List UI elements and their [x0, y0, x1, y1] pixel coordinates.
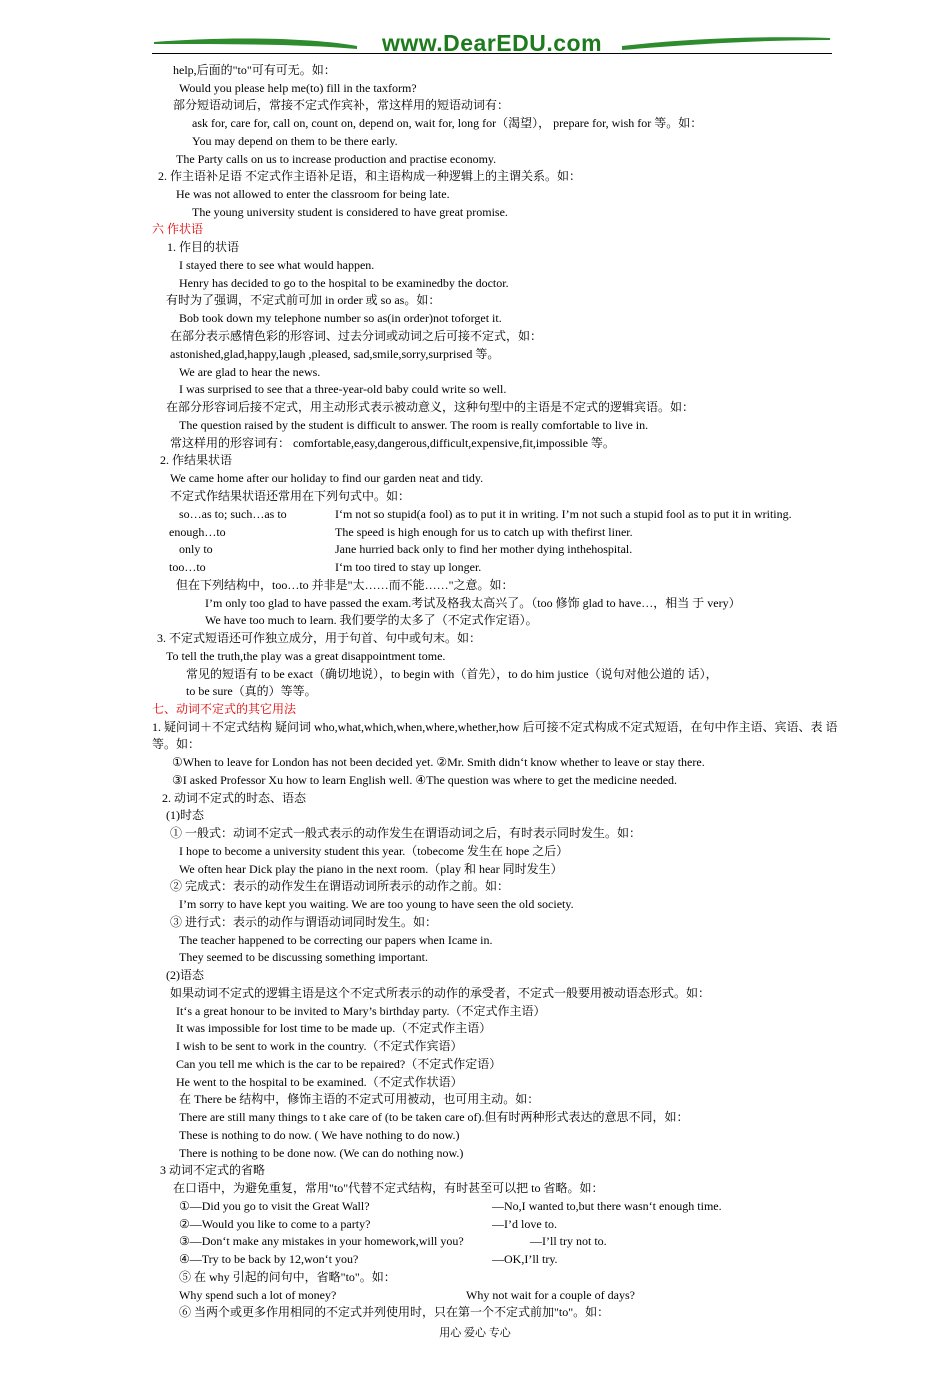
- subheading: 1. 作目的状语: [167, 240, 240, 254]
- text-line: ⑥ 当两个或更多作用相同的不定式并列使用时，只在第一个不定式前加"to"。如：: [179, 1305, 610, 1319]
- section-heading: 六 作状语: [152, 222, 204, 236]
- text-line: 在部分表示感情色彩的形容词、过去分词或动词之后可接不定式，如：: [170, 329, 543, 343]
- text-line: Would you please help me(to) fill in the taxform?: [179, 81, 417, 95]
- text-line: We have too much to learn. 我们要学的太多了（不定式作定语）。: [205, 613, 538, 627]
- subheading: 3 动词不定式的省略: [160, 1163, 266, 1177]
- text-line: 常这样用的形容词有： comfortable,easy,dangerous,difficult,expensive,fit,impossible 等。: [170, 436, 615, 450]
- text-line: 但在下列结构中，too…to 并非是"太……而不能……"之意。如：: [176, 578, 514, 592]
- text-line: It‘s a great honour to be invited to Mary’s birthday party.（不定式作主语）: [176, 1004, 546, 1018]
- pattern-label: too…to: [169, 560, 206, 574]
- text-line: We came home after our holiday to find our garden neat and tidy.: [170, 471, 484, 485]
- text-line: It was impossible for lost time to be made up.（不定式作主语）: [176, 1021, 492, 1035]
- text-line: The question raised by the student is difficult to answer. The room is really comfortable to live in.: [179, 418, 649, 432]
- text-line: 如果动词不定式的逻辑主语是这个不定式所表示的动作的承受者，不定式一般要用被动语态形式。如：: [170, 986, 711, 1000]
- text-line: ③ 进行式：表示的动作与谓语动词同时发生。如：: [170, 915, 438, 929]
- text-line: ② 完成式：表示的动作发生在谓语动词所表示的动作之前。如：: [170, 879, 510, 893]
- dialog-answer: —I’d love to.: [492, 1217, 557, 1231]
- text-line: 在部分形容词后接不定式，用主动形式表示被动意义，这种句型中的主语是不定式的逻辑宾语。如：: [166, 400, 695, 414]
- text-line: help,后面的"to"可有可无。如：: [173, 63, 336, 77]
- text-line: There is nothing to be done now. (We can do nothing now.): [179, 1146, 464, 1160]
- text-line: ⑤ 在 why 引起的问句中，省略"to"。如：: [179, 1270, 396, 1284]
- text-line: The young university student is considered to have great promise.: [192, 205, 508, 219]
- text-line: 2. 作主语补足语 不定式作主语补足语，和主语构成一种逻辑上的主谓关系。如：: [158, 169, 582, 183]
- text-line: We often hear Dick play the piano in the next room.（play 和 hear 同时发生）: [179, 862, 563, 876]
- dialog-question: ①—Did you go to visit the Great Wall?: [179, 1199, 370, 1213]
- text-line: To tell the truth,the play was a great disappointment tome.: [166, 649, 446, 663]
- dialog-question: ②—Would you like to come to a party?: [179, 1217, 371, 1231]
- text-line: to be sure（真的）等等。: [186, 684, 317, 698]
- text-line: He went to the hospital to be examined.（不定式作状语）: [176, 1075, 463, 1089]
- header-rule: [152, 53, 832, 54]
- text-line: ask for, care for, call on, count on, depend on, wait for, long for（渴望）， prepare for, wish for 等。如：: [192, 116, 703, 130]
- text-line: ①When to leave for London has not been decided yet. ②Mr. Smith didn‘t know whether to leave or stay there.: [172, 755, 705, 769]
- pattern-label: only to: [179, 542, 213, 556]
- pattern-label: enough…to: [169, 525, 226, 539]
- text-line: Why not wait for a couple of days?: [466, 1288, 635, 1302]
- text-line: He was not allowed to enter the classroom for being late.: [176, 187, 450, 201]
- text-line: They seemed to be discussing something important.: [179, 950, 428, 964]
- text-line: I hope to become a university student this year.（tobecome 发生在 hope 之后）: [179, 844, 569, 858]
- text-line: Why spend such a lot of money?: [179, 1288, 337, 1302]
- subheading: (2)语态: [166, 968, 204, 982]
- page-footer: 用心 爱心 专心: [439, 1327, 511, 1339]
- dialog-question: ③—Don‘t make any mistakes in your homework,will you?: [179, 1234, 464, 1248]
- text-line: 不定式作结果状语还常用在下列句式中。如：: [170, 489, 411, 503]
- text-line: There are still many things to t ake care of (to be taken care of).但有时两种形式表达的意思不同，如：: [179, 1110, 689, 1124]
- text-line: 有时为了强调，不定式前可加 in order 或 so as。如：: [166, 293, 441, 307]
- text-line: 在口语中，为避免重复，常用"to"代替不定式结构，有时甚至可以把 to 省略。如：: [173, 1181, 604, 1195]
- pattern-example: The speed is high enough for us to catch up with thefirst liner.: [335, 525, 633, 539]
- subheading: 2. 作结果状语: [160, 453, 233, 467]
- dialog-question: ④—Try to be back by 12,won‘t you?: [179, 1252, 359, 1266]
- text-line: These is nothing to do now. ( We have nothing to do now.): [179, 1128, 460, 1142]
- text-line: The Party calls on us to increase production and practise economy.: [176, 152, 497, 166]
- pattern-example: I‘m too tired to stay up longer.: [335, 560, 482, 574]
- pattern-label: so…as to; such…as to: [179, 507, 287, 521]
- site-logo: www.DearEDU.com: [381, 30, 603, 56]
- text-line: ① 一般式：动词不定式一般式表示的动作发生在谓语动词之后，有时表示同时发生。如：: [170, 826, 642, 840]
- pattern-example: I‘m not so stupid(a fool) as to put it in writing. I’m not such a stupid fool as to put it in writing.: [335, 507, 792, 521]
- subheading: 2. 动词不定式的时态、语态: [162, 791, 307, 805]
- text-line: I was surprised to see that a three-year-old baby could write so well.: [179, 382, 507, 396]
- pattern-example: Jane hurried back only to find her mother dying inthehospital.: [335, 542, 633, 556]
- text-line: 常见的短语有 to be exact（确切地说），to begin with（首先），to do him justice（说句对他公道的 话），: [186, 667, 718, 681]
- dialog-answer: —OK,I’ll try.: [492, 1252, 558, 1266]
- text-line: ③I asked Professor Xu how to learn English well. ④The question was where to get the medicine needed.: [172, 773, 678, 787]
- text-line: 3. 不定式短语还可作独立成分，用于句首、句中或句末。如：: [157, 631, 482, 645]
- text-paragraph: 1. 疑问词＋不定式结构 疑问词 who,what,which,when,where,whether,how 后可接不定式构成不定式短语，在句中作主语、宾语、表 语等。如：: [152, 720, 838, 751]
- text-line: I wish to be sent to work in the country.（不定式作宾语）: [176, 1039, 463, 1053]
- text-line: I’m sorry to have kept you waiting. We are too young to have seen the old society.: [179, 897, 574, 911]
- text-line: Henry has decided to go to the hospital to be examinedby the doctor.: [179, 276, 509, 290]
- text-line: The teacher happened to be correcting our papers when Icame in.: [179, 933, 493, 947]
- dialog-answer: —No,I wanted to,but there wasn‘t enough time.: [492, 1199, 722, 1213]
- section-heading: 七、动词不定式的其它用法: [152, 702, 297, 716]
- text-line: Can you tell me which is the car to be repaired?（不定式作定语）: [176, 1057, 502, 1071]
- text-line: 部分短语动词后，常接不定式作宾补，常这样用的短语动词有：: [173, 98, 510, 112]
- text-line: Bob took down my telephone number so as(in order)not toforget it.: [179, 311, 502, 325]
- text-line: We are glad to hear the news.: [179, 365, 321, 379]
- text-line: 在 There be 结构中，修饰主语的不定式可用被动，也可用主动。如：: [179, 1092, 540, 1106]
- text-line: I’m only too glad to have passed the exam.考试及格我太高兴了。（too 修饰 glad to have…，相当 于 very）: [205, 596, 741, 610]
- dialog-answer: —I’ll try not to.: [530, 1234, 607, 1248]
- text-line: astonished,glad,happy,laugh ,pleased, sad,smile,sorry,surprised 等。: [170, 347, 500, 361]
- text-line: I stayed there to see what would happen.: [179, 258, 375, 272]
- text-line: You may depend on them to be there early.: [192, 134, 398, 148]
- subheading: (1)时态: [166, 808, 204, 822]
